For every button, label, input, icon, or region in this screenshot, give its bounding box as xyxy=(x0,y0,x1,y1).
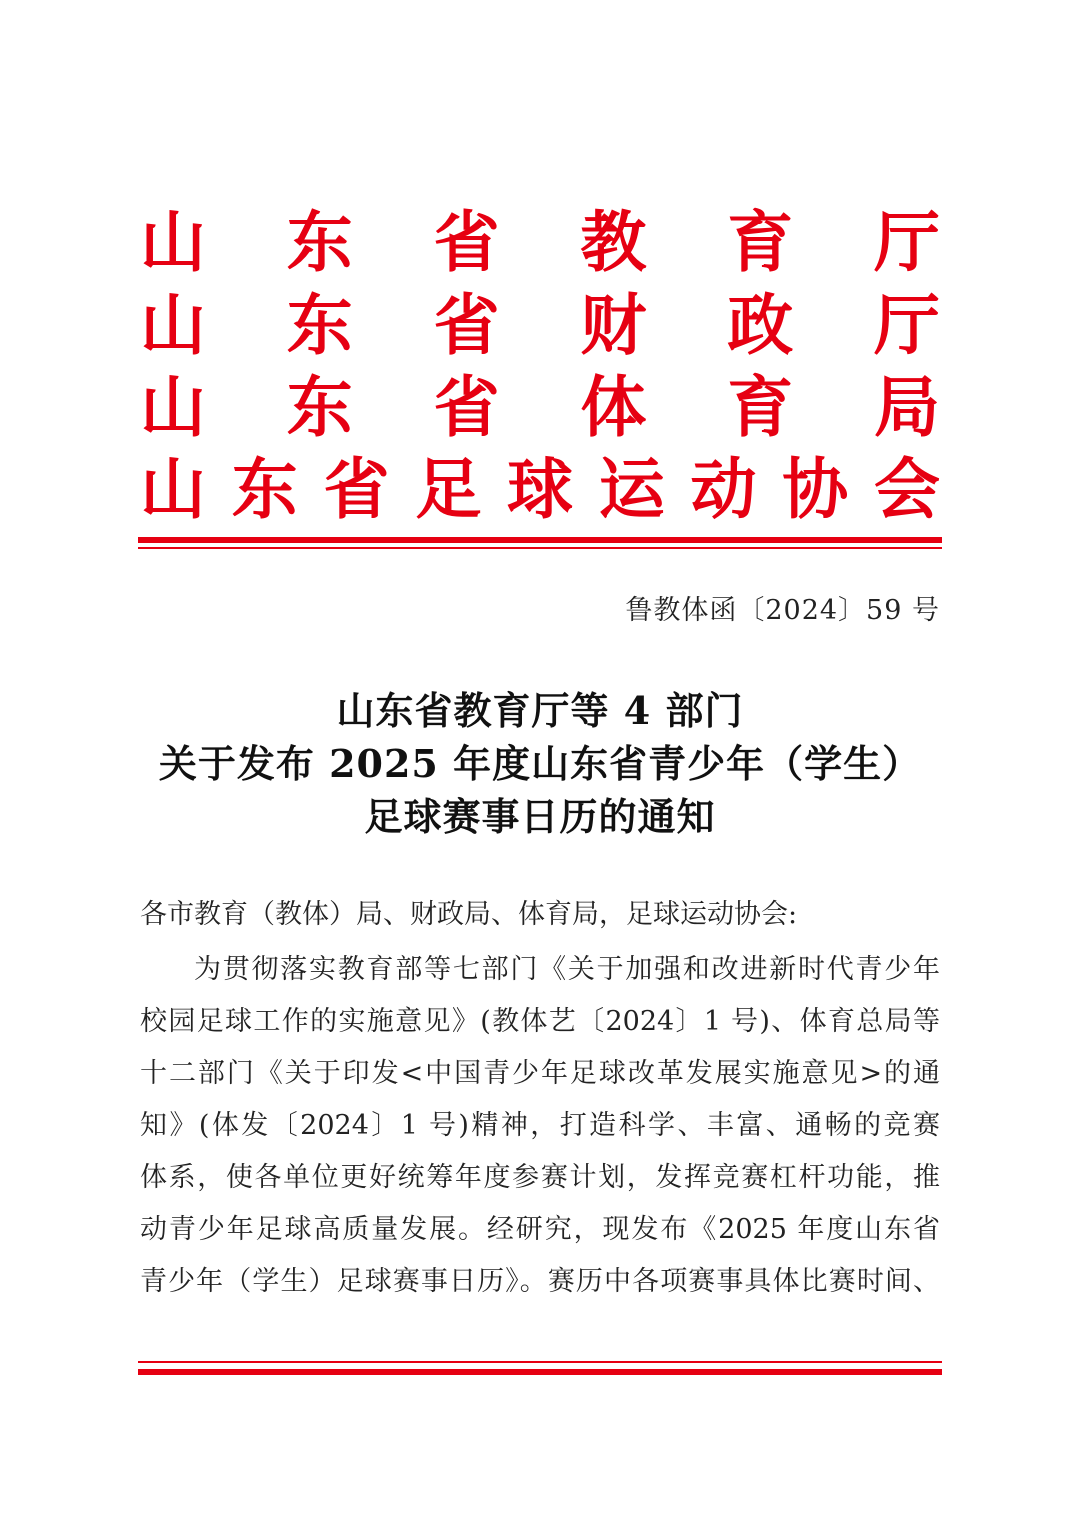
issuer-char: 政 xyxy=(727,287,794,364)
issuer-char: 教 xyxy=(580,204,647,281)
body-text-line: 青少年（学生）足球赛事日历》。赛历中各项赛事具体比赛时间、 xyxy=(140,1266,940,1297)
body-text-line: 动青少年足球高质量发展。经研究，现发布《2025 年度山东省 xyxy=(140,1214,940,1245)
document-number: 鲁教体函〔2024〕59 号 xyxy=(625,595,940,626)
issuer-line xyxy=(140,451,940,528)
issuer-char: 足 xyxy=(415,451,482,528)
issuer-char: 东 xyxy=(286,204,353,281)
footer-divider-thick xyxy=(138,1369,942,1375)
issuer-char: 山 xyxy=(140,204,206,281)
issuer-char: 球 xyxy=(507,451,573,528)
issuer-char: 协 xyxy=(782,451,849,528)
issuer-char: 东 xyxy=(231,451,298,528)
salutation: 各市教育（教体）局、财政局、体育局，足球运动协会: xyxy=(140,899,798,930)
body-text-line: 校园足球工作的实施意见》(教体艺〔2024〕1 号)、体育总局等 xyxy=(140,1006,940,1037)
issuer-char: 山 xyxy=(140,287,206,364)
footer-divider-thin xyxy=(138,1361,942,1363)
header-divider-thick xyxy=(138,537,942,543)
body-text-line: 为贯彻落实教育部等七部门《关于加强和改进新时代青少年 xyxy=(194,954,940,985)
issuer-char: 运 xyxy=(598,451,665,528)
issuer-char: 动 xyxy=(690,451,757,528)
body-text-line: 体系，使各单位更好统筹年度参赛计划，发挥竞赛杠杆功能，推 xyxy=(140,1162,940,1193)
issuer-char: 东 xyxy=(286,287,353,364)
document-title-line: 山东省教育厅等 4 部门 xyxy=(336,688,744,733)
issuer-char: 东 xyxy=(286,369,353,446)
document-title-line: 关于发布 2025 年度山东省青少年（学生） xyxy=(158,741,922,786)
body-text-line: 知》(体发〔2024〕1 号)精神，打造科学、丰富、通畅的竞赛 xyxy=(140,1110,940,1141)
issuer-line xyxy=(140,287,940,364)
body-text-line: 十二部门《关于印发<中国青少年足球改革发展实施意见>的通 xyxy=(140,1058,940,1089)
issuer-char: 体 xyxy=(580,369,647,446)
issuer-char: 省 xyxy=(323,451,390,528)
issuer-char: 会 xyxy=(874,451,940,528)
issuer-char: 局 xyxy=(873,369,940,446)
issuer-char: 厅 xyxy=(873,204,940,281)
issuer-char: 省 xyxy=(433,369,500,446)
document-title-line: 足球赛事日历的通知 xyxy=(364,794,716,839)
issuer-char: 省 xyxy=(433,204,500,281)
issuer-line xyxy=(140,369,940,446)
issuer-char: 财 xyxy=(580,287,647,364)
issuer-char: 育 xyxy=(727,369,794,446)
issuer-char: 山 xyxy=(140,451,206,528)
issuer-char: 山 xyxy=(140,369,206,446)
header-divider-thin xyxy=(138,547,942,549)
issuer-char: 省 xyxy=(433,287,500,364)
issuer-char: 厅 xyxy=(873,287,940,364)
issuer-line xyxy=(140,204,940,281)
issuer-char: 育 xyxy=(727,204,794,281)
